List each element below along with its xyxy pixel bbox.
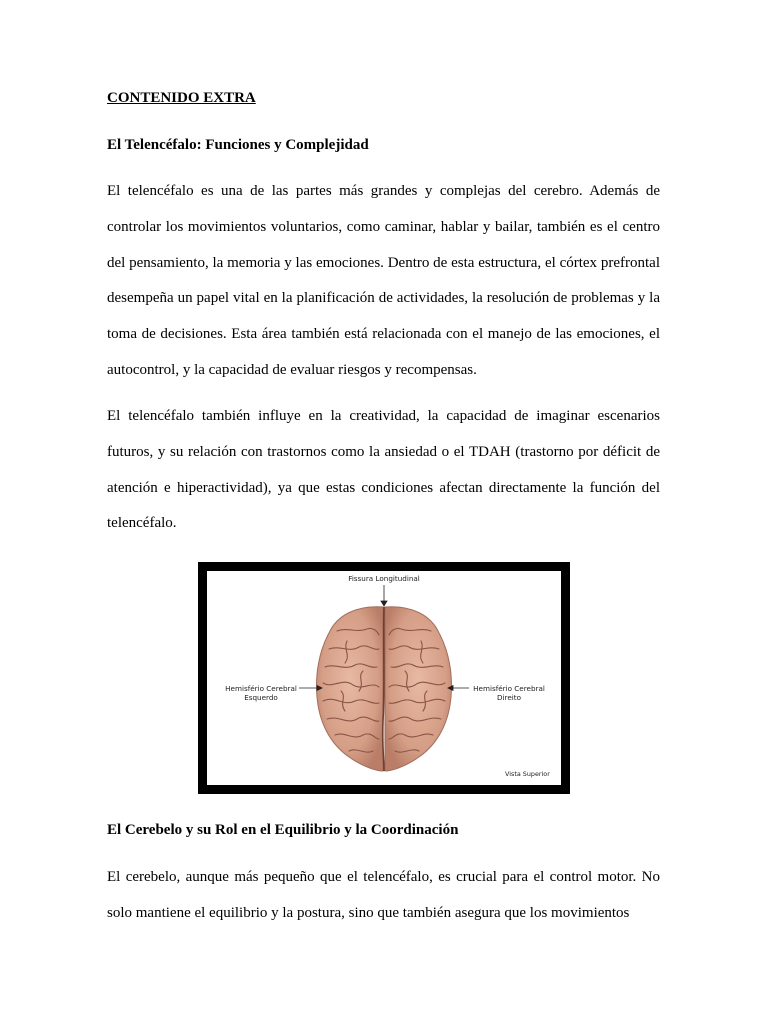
brain-figure-frame xyxy=(198,562,570,794)
brain-figure xyxy=(207,571,561,785)
label-left-line1: Hemisfério Cerebral xyxy=(225,684,297,693)
label-right-line1: Hemisfério Cerebral xyxy=(473,684,545,693)
paragraph-telencefalo-1: El telencéfalo es una de las partes más grandes y complejas del cerebro. Además de controlar los movimientos voluntarios, como caminar, hablar y bailar, también es el centro del pensamiento, la memoria y las emociones. Dentro de esta estructura, el córtex prefrontal desempeña un papel vital en la planificación de actividades, la resolución de problemas y la toma de decisiones. Esta área también está relacionada con el manejo de las emociones, el autocontrol, y la capacidad de evaluar riesgos y recompensas. xyxy=(107,183,660,378)
right-hemisphere xyxy=(385,607,452,771)
extra-content-title: CONTENIDO EXTRA xyxy=(107,90,256,106)
section-heading-cerebelo: El Cerebelo y su Rol en el Equilibrio y la Coordinación xyxy=(107,822,459,838)
brain-illustration xyxy=(207,571,561,785)
paragraph-telencefalo-2: El telencéfalo también influye en la creatividad, la capacidad de imaginar escenarios futuros, y su relación con trastornos como la ansiedad o el TDAH (trastorno por déficit de atención e hiperactividad), ya que estas condiciones afectan directamente la función del telencéfalo. xyxy=(107,408,660,532)
label-longitudinal-fissure: Fissura Longitudinal xyxy=(348,574,420,583)
left-hemisphere xyxy=(317,607,384,771)
label-right-hemisphere xyxy=(469,684,549,702)
label-superior-view: Vista Superior xyxy=(505,770,550,778)
label-right-line2: Direito xyxy=(497,693,521,702)
section-heading-telencefalo: El Telencéfalo: Funciones y Complejidad xyxy=(107,137,369,153)
paragraph-cerebelo: El cerebelo, aunque más pequeño que el telencéfalo, es crucial para el control motor. No solo mantiene el equilibrio y la postura, sino que también asegura que los movimientos xyxy=(107,869,660,921)
label-left-line2: Esquerdo xyxy=(244,693,278,702)
label-left-hemisphere xyxy=(221,684,301,702)
